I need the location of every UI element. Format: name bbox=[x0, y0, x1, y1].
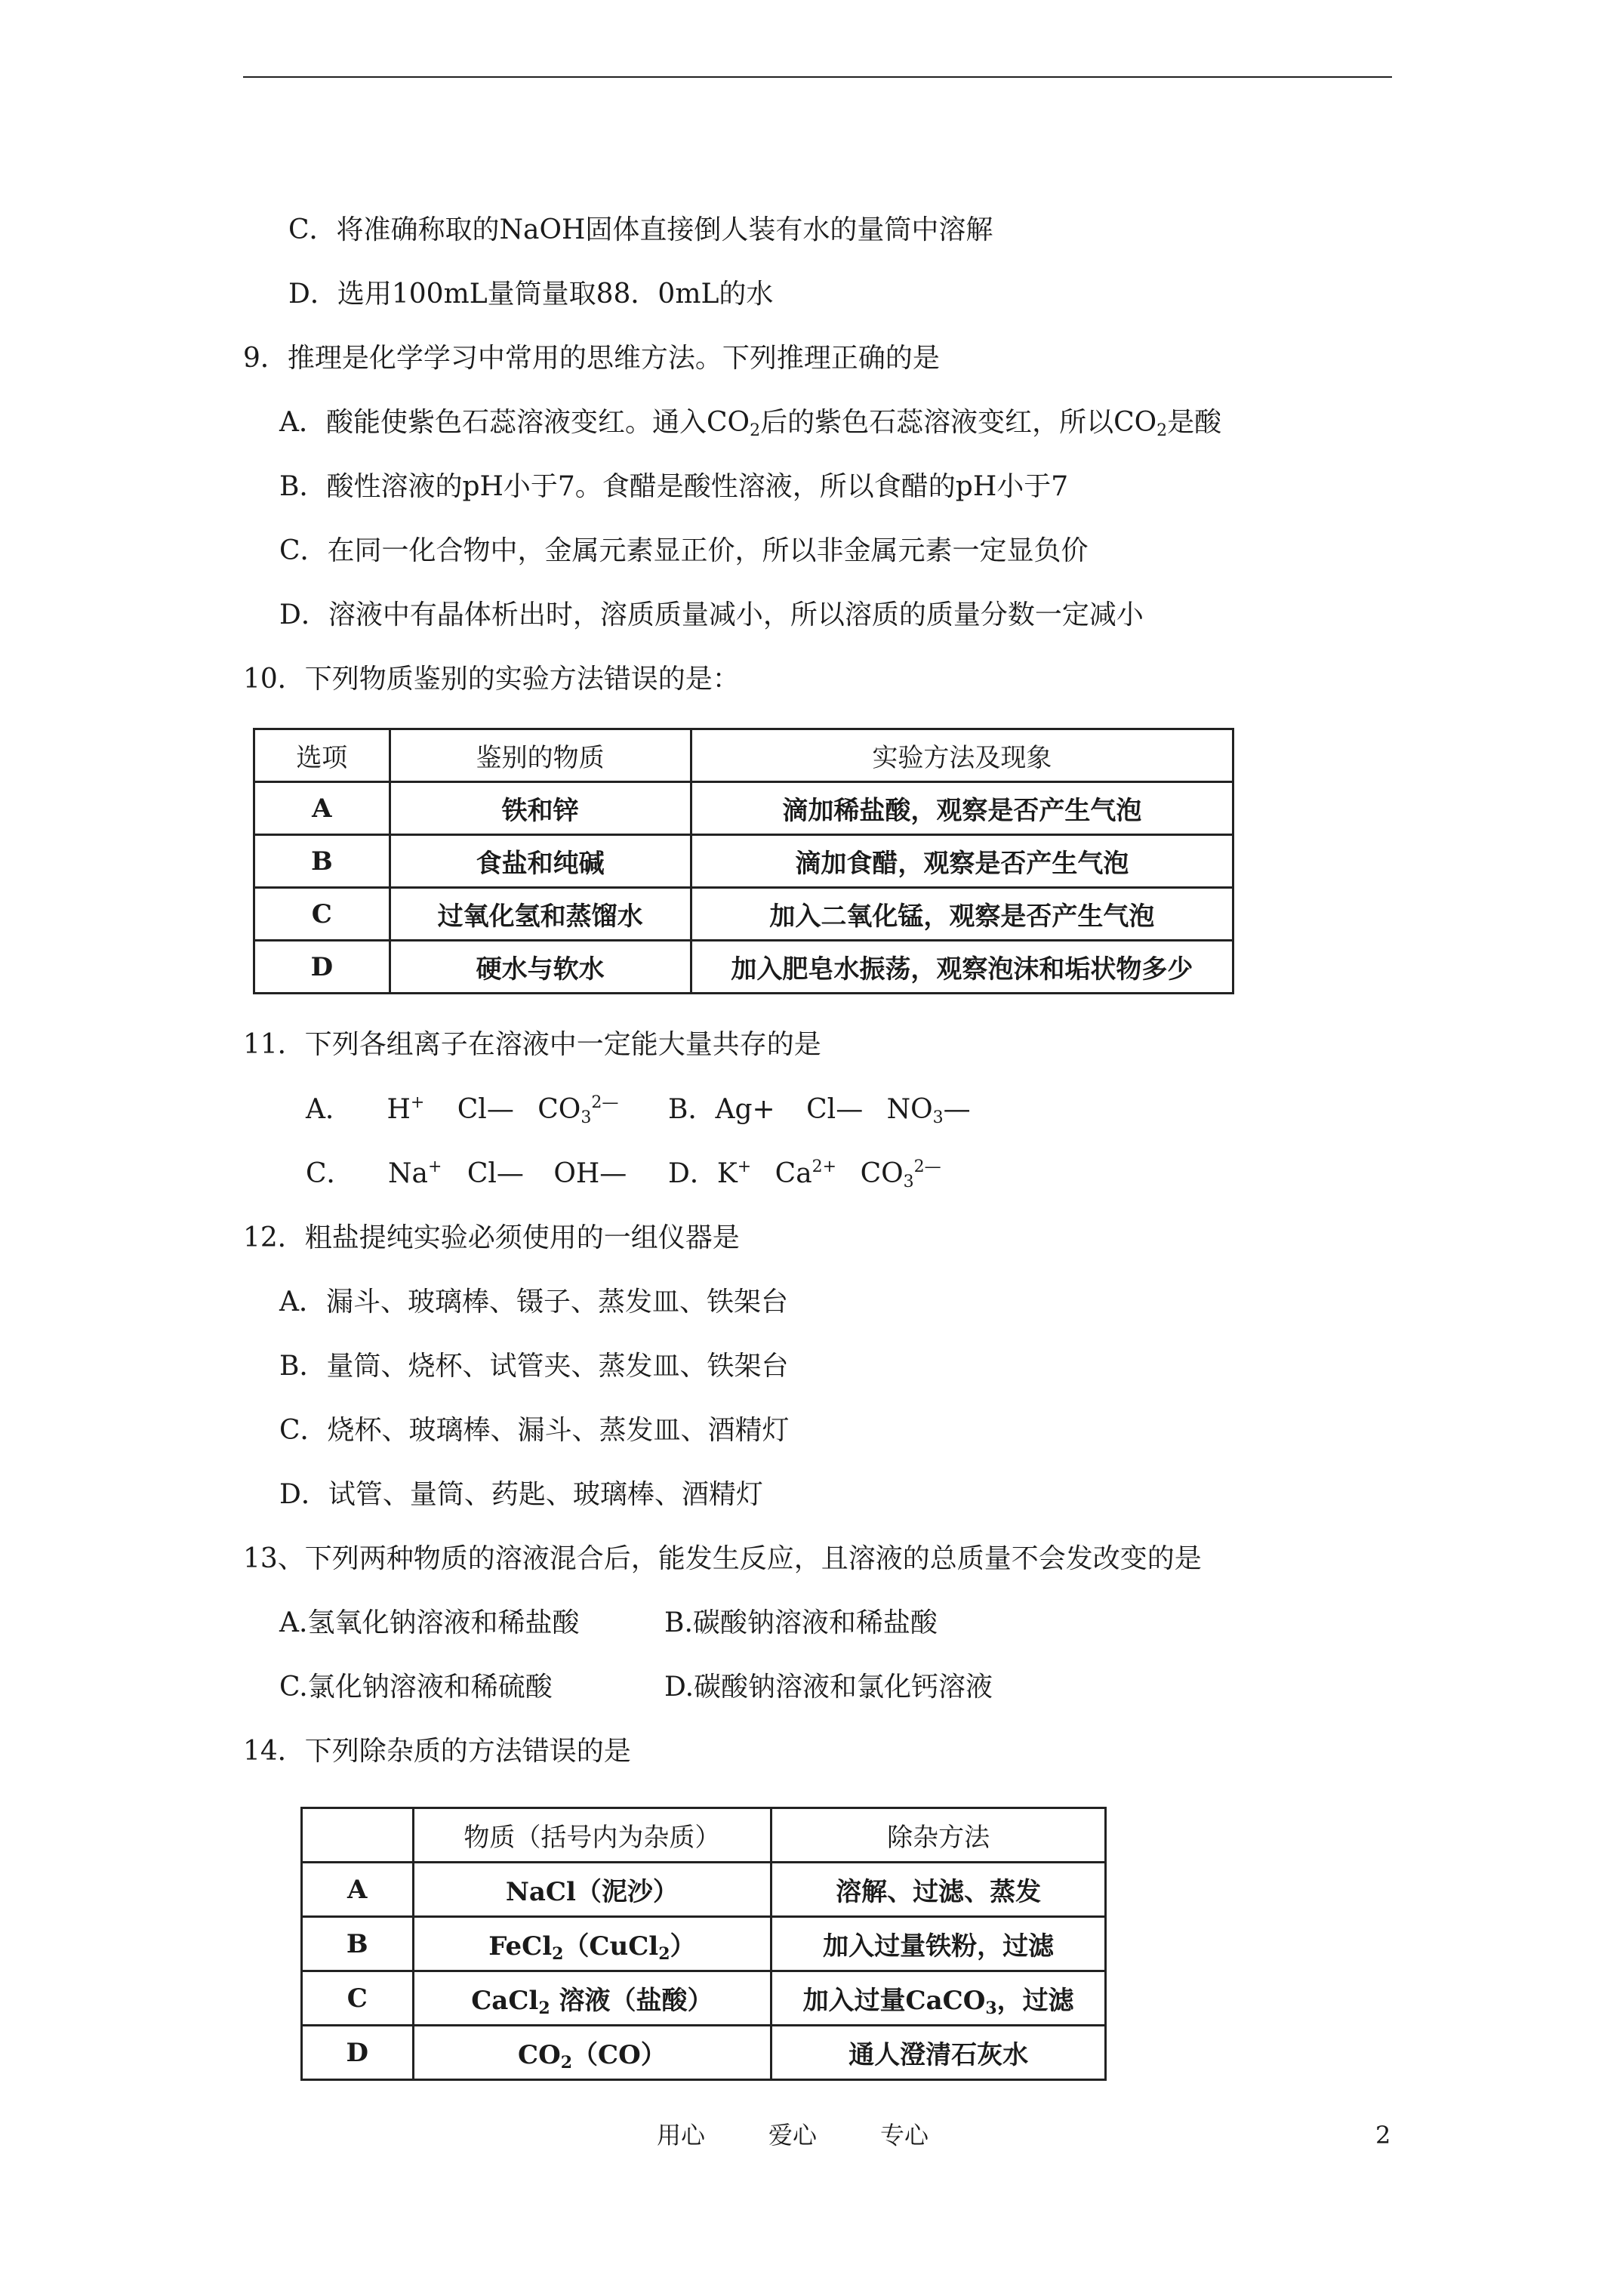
option-label: C． bbox=[306, 1158, 354, 1189]
q11-option-d: D．K+ $Ca^{2+}$ $CO_3^{2—}$ bbox=[668, 1157, 941, 1191]
q13-option-b: B.碳酸钠溶液和稀盐酸 bbox=[664, 1607, 938, 1638]
table-row bbox=[254, 782, 1233, 835]
table-row bbox=[302, 1917, 1106, 1971]
footer-motto-1: 用心 bbox=[657, 2121, 706, 2150]
q9-a-part2: 后的紫色石蕊溶液变红，所以CO bbox=[760, 407, 1157, 438]
q14-stem: 14．下列除杂质的方法错误的是 bbox=[243, 1736, 631, 1767]
table-header-cell: 实验方法及现象 bbox=[691, 729, 1233, 782]
table-row bbox=[302, 1971, 1106, 2026]
ion: $CO_3^{2—}$ bbox=[537, 1093, 619, 1127]
table-cell: C bbox=[302, 1971, 414, 2026]
option-label: B．Ag+ bbox=[668, 1094, 775, 1125]
q13-option-c: C.氯化钠溶液和稀硫酸 bbox=[279, 1672, 553, 1703]
subscript: 2 bbox=[750, 421, 761, 440]
ion: Cl— bbox=[806, 1094, 864, 1125]
table-cell: B bbox=[302, 1917, 414, 1971]
table-cell: 加入过量CaCO$_3$，过滤 bbox=[771, 1971, 1106, 2026]
table-cell: 加入肥皂水振荡，观察泡沫和垢状物多少 bbox=[691, 941, 1233, 994]
table-row bbox=[254, 835, 1233, 888]
table-cell: 加入二氧化锰，观察是否产生气泡 bbox=[691, 888, 1233, 941]
table-cell: 铁和锌 bbox=[390, 782, 691, 835]
q13-option-d: D.碳酸钠溶液和氯化钙溶液 bbox=[664, 1672, 993, 1703]
q11-option-b bbox=[668, 1093, 971, 1126]
ion: $Ca^{2+}$ bbox=[775, 1157, 837, 1189]
option-label: A． bbox=[306, 1094, 353, 1125]
q8-option-c: C．将准确称取的NaOH固体直接倒人装有水的量筒中溶解 bbox=[288, 214, 993, 245]
table-cell: 硬水与软水 bbox=[390, 941, 691, 994]
table-cell: 食盐和纯碱 bbox=[390, 835, 691, 888]
table-cell: 溶解、过滤、蒸发 bbox=[771, 1863, 1106, 1917]
table-cell: D bbox=[302, 2026, 414, 2080]
table-header-row bbox=[302, 1808, 1106, 1863]
q13-option-a: A.氢氧化钠溶液和稀盐酸 bbox=[279, 1607, 580, 1638]
ion: H+ bbox=[387, 1093, 425, 1125]
footer-motto-3: 专心 bbox=[880, 2121, 929, 2150]
table-row bbox=[254, 941, 1233, 994]
q9-stem: 9．推理是化学学习中常用的思维方法。下列推理正确的是 bbox=[243, 343, 940, 374]
table-cell: FeCl$_2$（CuCl$_2$） bbox=[413, 1917, 771, 1971]
table-cell: NaCl（泥沙） bbox=[413, 1863, 771, 1917]
q14-table bbox=[300, 1807, 1107, 2081]
table-cell: 过氧化氢和蒸馏水 bbox=[390, 888, 691, 941]
q8-option-d: D．选用100mL量筒量取88．0mL的水 bbox=[288, 279, 774, 310]
table-row bbox=[302, 2026, 1106, 2080]
option-label: D．K bbox=[668, 1158, 738, 1189]
q11-stem: 11．下列各组离子在溶液中一定能大量共存的是 bbox=[243, 1029, 821, 1060]
ion: $NO_3—$ bbox=[886, 1094, 971, 1127]
ion: Cl— bbox=[457, 1094, 514, 1125]
q12-option-d: D．试管、量筒、药匙、玻璃棒、酒精灯 bbox=[279, 1479, 763, 1510]
q9-option-a bbox=[279, 406, 1221, 439]
table-cell: D bbox=[254, 941, 390, 994]
ion: Cl— bbox=[467, 1158, 524, 1189]
table-header-row bbox=[254, 729, 1233, 782]
q12-option-b: B．量筒、烧杯、试管夹、蒸发皿、铁架台 bbox=[279, 1351, 789, 1382]
q10-table bbox=[253, 728, 1234, 994]
table-header-cell: 鉴别的物质 bbox=[390, 729, 691, 782]
table-header-cell: 物质（括号内为杂质） bbox=[413, 1808, 771, 1863]
q12-option-c: C．烧杯、玻璃棒、漏斗、蒸发皿、酒精灯 bbox=[279, 1415, 790, 1446]
ion: OH— bbox=[553, 1158, 627, 1189]
table-cell: A bbox=[302, 1863, 414, 1917]
table-header-cell: 除杂方法 bbox=[771, 1808, 1106, 1863]
table-cell: 通人澄清石灰水 bbox=[771, 2026, 1106, 2080]
table-cell: 滴加食醋，观察是否产生气泡 bbox=[691, 835, 1233, 888]
q9-a-part3: 是酸 bbox=[1167, 407, 1222, 438]
q11-option-a bbox=[306, 1093, 618, 1126]
q9-a-part1: A．酸能使紫色石蕊溶液变红。通入CO bbox=[279, 407, 750, 438]
table-row bbox=[254, 888, 1233, 941]
table-cell: C bbox=[254, 888, 390, 941]
table-cell: CaCl$_2$ 溶液（盐酸） bbox=[413, 1971, 771, 2026]
q9-option-c: C．在同一化合物中，金属元素显正价，所以非金属元素一定显负价 bbox=[279, 535, 1089, 566]
q9-option-b: B．酸性溶液的pH小于7。食醋是酸性溶液，所以食醋的pH小于7 bbox=[279, 471, 1069, 502]
ion: Na+ bbox=[388, 1157, 442, 1189]
q13-stem: 13、下列两种物质的溶液混合后，能发生反应，且溶液的总质量不会发改变的是 bbox=[243, 1543, 1202, 1574]
table-header-cell bbox=[302, 1808, 414, 1863]
table-cell: A bbox=[254, 782, 390, 835]
q9-option-d: D．溶液中有晶体析出时，溶质质量减小，所以溶质的质量分数一定减小 bbox=[279, 599, 1144, 630]
header-rule bbox=[243, 76, 1392, 78]
q12-option-a: A．漏斗、玻璃棒、镊子、蒸发皿、铁架台 bbox=[279, 1287, 788, 1318]
table-cell: 滴加稀盐酸，观察是否产生气泡 bbox=[691, 782, 1233, 835]
table-row bbox=[302, 1863, 1106, 1917]
table-cell: B bbox=[254, 835, 390, 888]
subscript: 2 bbox=[1156, 421, 1168, 440]
table-cell: $CO_2(CO)$ bbox=[413, 2026, 771, 2080]
table-cell: 加入过量铁粉，过滤 bbox=[771, 1917, 1106, 1971]
q12-stem: 12．粗盐提纯实验必须使用的一组仪器是 bbox=[243, 1222, 740, 1253]
footer-motto-2: 爱心 bbox=[768, 2121, 818, 2150]
q11-option-c bbox=[306, 1157, 627, 1191]
q10-stem: 10．下列物质鉴别的实验方法错误的是： bbox=[243, 664, 740, 695]
page-number: 2 bbox=[1375, 2121, 1391, 2150]
ion: $CO_3^{2—}$ bbox=[860, 1157, 941, 1191]
table-header-cell: 选项 bbox=[254, 729, 390, 782]
